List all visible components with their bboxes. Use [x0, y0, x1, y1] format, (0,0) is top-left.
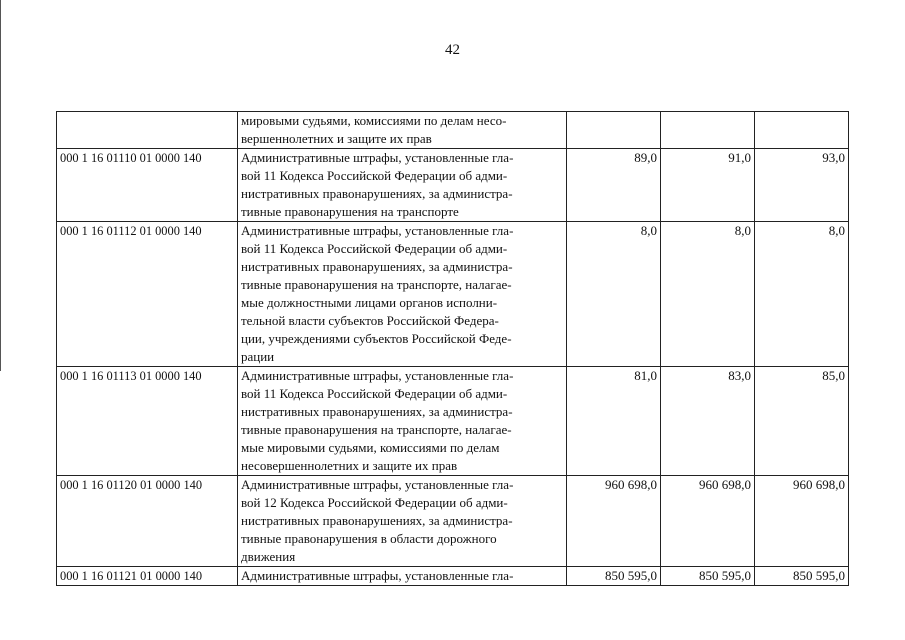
amount-cell-year-1: 8,0	[567, 222, 661, 367]
budget-code-cell: 000 1 16 01113 01 0000 140	[57, 367, 238, 476]
description-cell	[238, 567, 567, 586]
description-line: тивные правонарушения в области дорожного	[241, 531, 497, 546]
page-number: 42	[445, 42, 460, 58]
amount-cell-year-3	[755, 112, 849, 149]
description-line: мировыми судьями, комиссиями по делам несо-	[241, 113, 507, 128]
table-body	[57, 112, 849, 586]
description-line: нистративных правонарушениях, за администра-	[241, 404, 513, 419]
amount-cell-year-3: 850 595,0	[755, 567, 849, 586]
description-line: рации	[241, 349, 275, 364]
table-row	[57, 149, 849, 222]
description-line: несовершеннолетних и защите их прав	[241, 458, 458, 473]
table-row	[57, 112, 849, 149]
budget-code-cell: 000 1 16 01110 01 0000 140	[57, 149, 238, 222]
description-line: вой 12 Кодекса Российской Федерации об адми-	[241, 495, 508, 510]
description-line: вой 11 Кодекса Российской Федерации об адми-	[241, 241, 508, 256]
description-line: нистративных правонарушениях, за администра-	[241, 513, 513, 528]
description-line: нистративных правонарушениях, за администра-	[241, 259, 513, 274]
description-line: тельной власти субъектов Российской Федера-	[241, 313, 499, 328]
description-line: Административные штрафы, установленные гла-	[241, 223, 514, 238]
amount-cell-year-3: 85,0	[755, 367, 849, 476]
description-line: вершеннолетних и защите их прав	[241, 131, 432, 146]
description-cell	[238, 476, 567, 567]
amount-cell-year-1: 81,0	[567, 367, 661, 476]
description-line: Административные штрафы, установленные гла-	[241, 477, 514, 492]
description-line: мые должностными лицами органов исполни-	[241, 295, 498, 310]
amount-cell-year-3: 8,0	[755, 222, 849, 367]
amount-cell-year-3: 960 698,0	[755, 476, 849, 567]
amount-cell-year-1: 89,0	[567, 149, 661, 222]
amount-cell-year-2: 850 595,0	[661, 567, 755, 586]
description-line: мые мировыми судьями, комиссиями по делам	[241, 440, 500, 455]
description-cell	[238, 112, 567, 149]
description-line: вой 11 Кодекса Российской Федерации об адми-	[241, 386, 508, 401]
description-line: Административные штрафы, установленные гла-	[241, 568, 514, 583]
description-line: тивные правонарушения на транспорте, налагае-	[241, 277, 512, 292]
table-row	[57, 476, 849, 567]
amount-cell-year-1	[567, 112, 661, 149]
amount-cell-year-2: 8,0	[661, 222, 755, 367]
amount-cell-year-2: 91,0	[661, 149, 755, 222]
description-line: тивные правонарушения на транспорте	[241, 204, 459, 219]
amount-cell-year-2: 960 698,0	[661, 476, 755, 567]
description-line: движения	[241, 549, 296, 564]
table-row	[57, 567, 849, 586]
amount-cell-year-1: 850 595,0	[567, 567, 661, 586]
amount-cell-year-2: 83,0	[661, 367, 755, 476]
description-line: Административные штрафы, установленные гла-	[241, 150, 514, 165]
description-cell	[238, 149, 567, 222]
description-cell	[238, 367, 567, 476]
budget-code-cell: 000 1 16 01120 01 0000 140	[57, 476, 238, 567]
budget-code-cell	[57, 112, 238, 149]
amount-cell-year-3: 93,0	[755, 149, 849, 222]
description-line: ции, учреждениями субъектов Российской Феде-	[241, 331, 512, 346]
amount-cell-year-1: 960 698,0	[567, 476, 661, 567]
description-line: вой 11 Кодекса Российской Федерации об адми-	[241, 168, 508, 183]
description-line: тивные правонарушения на транспорте, налагае-	[241, 422, 512, 437]
description-cell	[238, 222, 567, 367]
budget-table	[56, 111, 849, 586]
table-row	[57, 222, 849, 367]
description-line: Административные штрафы, установленные гла-	[241, 368, 514, 383]
budget-code-cell: 000 1 16 01121 01 0000 140	[57, 567, 238, 586]
amount-cell-year-2	[661, 112, 755, 149]
table-row	[57, 367, 849, 476]
description-line: нистративных правонарушениях, за администра-	[241, 186, 513, 201]
budget-code-cell: 000 1 16 01112 01 0000 140	[57, 222, 238, 367]
